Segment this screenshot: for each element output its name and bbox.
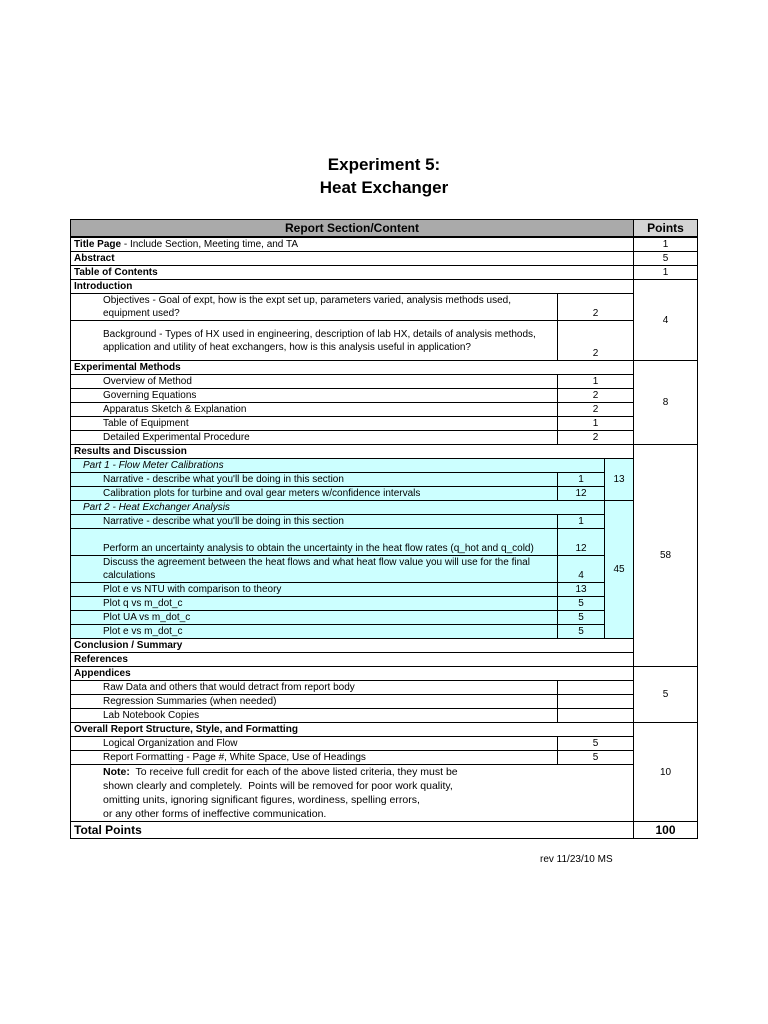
methods-item-value: 2: [558, 403, 634, 417]
note-line: omitting units, ignoring significant figures, wordiness, spelling errors,: [103, 794, 420, 806]
intro-item-row: [71, 294, 698, 321]
total-points: 100: [634, 822, 698, 839]
part2-item-value: 5: [558, 597, 605, 611]
appendices-label: Appendices: [71, 667, 634, 681]
part2-item-value: 1: [558, 515, 605, 529]
part2-item-value: 5: [558, 611, 605, 625]
appendices-item-value: [558, 709, 634, 723]
introduction-label: Introduction: [71, 280, 634, 294]
title-page-points: 1: [634, 237, 698, 252]
abstract-label: Abstract: [71, 252, 634, 266]
methods-item-value: 2: [558, 389, 634, 403]
total-row: [71, 822, 698, 839]
methods-item-row: [71, 375, 698, 389]
part2-item-text: Narrative - describe what you'll be doing in this section: [71, 515, 558, 529]
title-page-row: [71, 237, 698, 252]
part1-item-row: [71, 473, 698, 487]
part2-item-value: 13: [558, 583, 605, 597]
intro-item-text: Background - Types of HX used in engineering, description of lab HX, details of analysis methods, application and utility of heat exchangers, how is this analysis useful in application?: [71, 321, 558, 361]
conclusion-row: [71, 639, 698, 653]
header-content: Report Section/Content: [71, 220, 634, 238]
part1-row: [71, 459, 698, 473]
part2-row: [71, 501, 698, 515]
appendices-row: [71, 667, 698, 681]
intro-item-text: Objectives - Goal of expt, how is the expt set up, parameters varied, analysis methods used, equipment used?: [71, 294, 558, 321]
intro-item-value: 2: [558, 321, 634, 361]
part2-item-row: [71, 597, 698, 611]
note-line: To receive full credit for each of the above listed criteria, they must be: [129, 766, 458, 778]
table-header-row: [71, 220, 698, 238]
toc-row: [71, 266, 698, 280]
appendices-item-text: Regression Summaries (when needed): [71, 695, 558, 709]
overall-item-text: Logical Organization and Flow: [71, 737, 558, 751]
results-label: Results and Discussion: [71, 445, 634, 459]
note-row: [71, 765, 698, 822]
conclusion-label: Conclusion / Summary: [71, 639, 634, 653]
methods-item-text: Table of Equipment: [71, 417, 558, 431]
part2-item-text: Plot e vs NTU with comparison to theory: [71, 583, 558, 597]
part2-item-value: 4: [558, 556, 605, 583]
methods-item-row: [71, 389, 698, 403]
part2-item-value: 5: [558, 625, 605, 639]
part2-item-row: [71, 529, 698, 556]
introduction-row: [71, 280, 698, 294]
part1-item-text: Narrative - describe what you'll be doing in this section: [71, 473, 558, 487]
overall-label: Overall Report Structure, Style, and Formatting: [71, 723, 634, 737]
grading-rubric-table: [70, 219, 698, 839]
appendices-item-row: [71, 681, 698, 695]
part2-label: Part 2 - Heat Exchanger Analysis: [71, 501, 605, 515]
part1-item-text: Calibration plots for turbine and oval gear meters w/confidence intervals: [71, 487, 558, 501]
revision-note: rev 11/23/10 MS: [540, 854, 613, 865]
header-points: Points: [634, 220, 698, 238]
part2-item-text: Perform an uncertainty analysis to obtain the uncertainty in the heat flow rates (q_hot and q_cold): [71, 529, 558, 556]
methods-item-value: 1: [558, 375, 634, 389]
part2-item-row: [71, 583, 698, 597]
appendices-item-row: [71, 709, 698, 723]
methods-label: Experimental Methods: [71, 361, 634, 375]
introduction-points: 4: [634, 280, 698, 361]
overall-item-row: [71, 751, 698, 765]
title-page-label: Title Page: [74, 239, 122, 250]
part2-item-row: [71, 611, 698, 625]
methods-item-value: 1: [558, 417, 634, 431]
references-row: [71, 653, 698, 667]
part2-item-row: [71, 515, 698, 529]
abstract-points: 5: [634, 252, 698, 266]
appendices-item-value: [558, 695, 634, 709]
appendices-item-text: Lab Notebook Copies: [71, 709, 558, 723]
methods-item-text: Detailed Experimental Procedure: [71, 431, 558, 445]
overall-row: [71, 723, 698, 737]
methods-item-row: [71, 417, 698, 431]
toc-points: 1: [634, 266, 698, 280]
methods-item-text: Apparatus Sketch & Explanation: [71, 403, 558, 417]
appendices-item-text: Raw Data and others that would detract from report body: [71, 681, 558, 695]
references-label: References: [71, 653, 634, 667]
part1-item-value: 1: [558, 473, 605, 487]
methods-item-row: [71, 431, 698, 445]
page-subtitle: Heat Exchanger: [319, 178, 449, 197]
methods-item-value: 2: [558, 431, 634, 445]
part2-item-value: 12: [558, 529, 605, 556]
note-label: Note:: [103, 766, 130, 778]
appendices-item-value: [558, 681, 634, 695]
intro-item-value: 2: [558, 294, 634, 321]
part2-item-row: [71, 625, 698, 639]
methods-points: 8: [634, 361, 698, 445]
methods-item-text: Overview of Method: [71, 375, 558, 389]
total-label: Total Points: [71, 822, 634, 839]
overall-item-row: [71, 737, 698, 751]
part1-label: Part 1 - Flow Meter Calibrations: [71, 459, 605, 473]
toc-label: Table of Contents: [71, 266, 634, 280]
part2-item-text: Plot e vs m_dot_c: [71, 625, 558, 639]
appendices-points: 5: [634, 667, 698, 723]
methods-item-row: [71, 403, 698, 417]
part1-item-value: 12: [558, 487, 605, 501]
part1-item-row: [71, 487, 698, 501]
intro-item-row: [71, 321, 698, 361]
appendices-item-row: [71, 695, 698, 709]
note-line: shown clearly and completely. Points will be removed for poor work quality,: [103, 780, 453, 792]
abstract-row: [71, 252, 698, 266]
methods-row: [71, 361, 698, 375]
note-line: or any other forms of ineffective communication.: [103, 808, 327, 820]
page-title: Experiment 5:: [327, 155, 441, 174]
part1-subtotal: 13: [605, 459, 634, 501]
overall-item-text: Report Formatting - Page #, White Space, Use of Headings: [71, 751, 558, 765]
overall-points: 10: [634, 723, 698, 822]
part2-item-text: Plot q vs m_dot_c: [71, 597, 558, 611]
results-points: 58: [634, 445, 698, 667]
part2-item-text: Plot UA vs m_dot_c: [71, 611, 558, 625]
overall-item-value: 5: [558, 751, 634, 765]
part2-item-row: [71, 556, 698, 583]
grading-note: [71, 765, 634, 822]
methods-item-text: Governing Equations: [71, 389, 558, 403]
overall-item-value: 5: [558, 737, 634, 751]
results-row: [71, 445, 698, 459]
part2-item-text: Discuss the agreement between the heat flows and what heat flow value you will use for the final calculations: [71, 556, 558, 583]
title-page-desc: - Include Section, Meeting time, and TA: [121, 239, 299, 250]
part2-subtotal: 45: [605, 501, 634, 639]
